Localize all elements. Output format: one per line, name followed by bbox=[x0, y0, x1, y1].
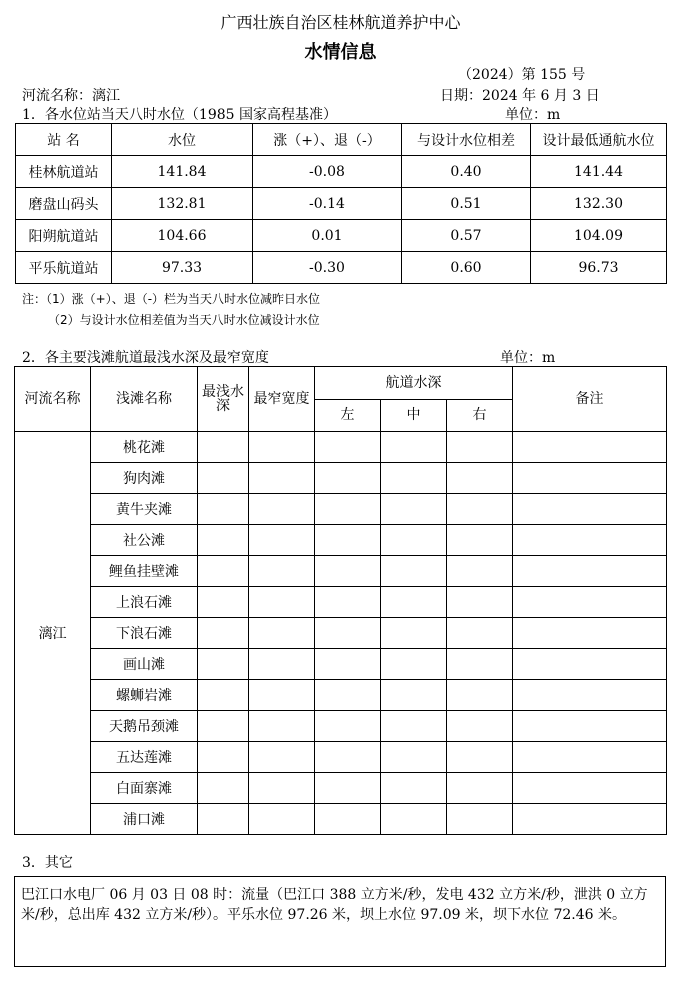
mid-depth-cell bbox=[381, 618, 447, 649]
right-depth-cell bbox=[447, 711, 513, 742]
table-row bbox=[15, 432, 667, 463]
organization-name: 广西壮族自治区桂林航道养护中心 bbox=[220, 13, 461, 32]
min-depth-cell bbox=[198, 494, 249, 525]
left-depth-cell bbox=[315, 463, 381, 494]
mid-depth-cell bbox=[381, 680, 447, 711]
shoal-name: 鲤鱼挂壁滩 bbox=[91, 556, 198, 587]
left-depth-cell bbox=[315, 711, 381, 742]
mid-depth-cell bbox=[381, 587, 447, 618]
right-depth-cell bbox=[447, 618, 513, 649]
water-level: 141.84 bbox=[112, 156, 253, 188]
min-navigable-level: 141.44 bbox=[531, 156, 667, 188]
mid-depth-cell bbox=[381, 525, 447, 556]
design-diff: 0.51 bbox=[402, 188, 531, 220]
min-width-cell bbox=[249, 525, 315, 556]
min-width-cell bbox=[249, 711, 315, 742]
shoal-name: 画山滩 bbox=[91, 649, 198, 680]
min-width-cell bbox=[249, 463, 315, 494]
min-navigable-level: 96.73 bbox=[531, 252, 667, 284]
water-level: 97.33 bbox=[112, 252, 253, 284]
column-header: 站 名 bbox=[16, 124, 112, 156]
table-row bbox=[16, 188, 667, 220]
table-row bbox=[15, 773, 667, 804]
left-depth-cell bbox=[315, 432, 381, 463]
mid-header: 中 bbox=[381, 399, 447, 432]
shoal-name: 螺蛳岩滩 bbox=[91, 680, 198, 711]
mid-depth-cell bbox=[381, 556, 447, 587]
min-width-cell bbox=[249, 587, 315, 618]
min-depth-cell bbox=[198, 742, 249, 773]
right-depth-cell bbox=[447, 587, 513, 618]
min-depth-cell bbox=[198, 525, 249, 556]
right-depth-cell bbox=[447, 649, 513, 680]
right-depth-cell bbox=[447, 525, 513, 556]
remark-cell bbox=[513, 680, 667, 711]
station-name: 磨盘山码头 bbox=[16, 188, 112, 220]
shoal-name: 黄牛夹滩 bbox=[91, 494, 198, 525]
min-depth-cell bbox=[198, 773, 249, 804]
min-depth-cell bbox=[198, 804, 249, 835]
design-diff: 0.57 bbox=[402, 220, 531, 252]
shoal-name: 五达莲滩 bbox=[91, 742, 198, 773]
right-depth-cell bbox=[447, 680, 513, 711]
left-depth-cell bbox=[315, 804, 381, 835]
shoal-name: 下浪石滩 bbox=[91, 618, 198, 649]
min-width-header: 最窄宽度 bbox=[249, 367, 315, 432]
mid-depth-cell bbox=[381, 711, 447, 742]
shoal-name: 狗肉滩 bbox=[91, 463, 198, 494]
left-depth-cell bbox=[315, 742, 381, 773]
min-depth-cell bbox=[198, 587, 249, 618]
remark-cell bbox=[513, 556, 667, 587]
remark-cell bbox=[513, 494, 667, 525]
water-level: 132.81 bbox=[112, 188, 253, 220]
channel-depth-header: 航道水深 bbox=[315, 367, 513, 400]
min-navigable-level: 132.30 bbox=[531, 188, 667, 220]
table-row bbox=[16, 220, 667, 252]
section1-unit: 单位：m bbox=[505, 107, 561, 123]
min-navigable-level: 104.09 bbox=[531, 220, 667, 252]
min-width-cell bbox=[249, 556, 315, 587]
left-depth-cell bbox=[315, 773, 381, 804]
section2-title: 2．各主要浅滩航道最浅水深及最窄宽度 bbox=[22, 350, 269, 366]
table-row bbox=[15, 463, 667, 494]
column-header: 设计最低通航水位 bbox=[531, 124, 667, 156]
level-change: -0.14 bbox=[253, 188, 402, 220]
shoal-name: 桃花滩 bbox=[91, 432, 198, 463]
other-info-text: 巴江口水电厂 06 月 03 日 08 时：流量（巴江口 388 立方米/秒，发电 432 立方米/秒，泄洪 0 立方米/秒，总出库 432 立方米/秒）。平乐水位 97.26 米，坝上水位 97.09 米，坝下水位 72.46 米。 bbox=[21, 887, 648, 923]
remark-cell bbox=[513, 432, 667, 463]
min-depth-cell bbox=[198, 556, 249, 587]
min-width-cell bbox=[249, 742, 315, 773]
column-header: 与设计水位相差 bbox=[402, 124, 531, 156]
design-diff: 0.60 bbox=[402, 252, 531, 284]
left-depth-cell bbox=[315, 618, 381, 649]
table-row bbox=[15, 525, 667, 556]
table-row bbox=[16, 252, 667, 284]
min-depth-cell bbox=[198, 618, 249, 649]
mid-depth-cell bbox=[381, 742, 447, 773]
table-row bbox=[16, 156, 667, 188]
river-name-label: 河流名称：漓江 bbox=[22, 88, 120, 104]
shoal-name: 白面寨滩 bbox=[91, 773, 198, 804]
min-depth-cell bbox=[198, 680, 249, 711]
right-depth-cell bbox=[447, 432, 513, 463]
section1-title: 1．各水位站当天八时水位（1985 国家高程基准） bbox=[22, 107, 337, 123]
table-row bbox=[15, 556, 667, 587]
shoal-name: 天鹅吊颈滩 bbox=[91, 711, 198, 742]
station-name: 桂林航道站 bbox=[16, 156, 112, 188]
shoal-header: 浅滩名称 bbox=[91, 367, 198, 432]
mid-depth-cell bbox=[381, 649, 447, 680]
left-depth-cell bbox=[315, 680, 381, 711]
right-depth-cell bbox=[447, 494, 513, 525]
mid-depth-cell bbox=[381, 773, 447, 804]
river-name-cell: 漓江 bbox=[15, 432, 91, 835]
remark-cell bbox=[513, 804, 667, 835]
min-width-cell bbox=[249, 680, 315, 711]
remark-cell bbox=[513, 711, 667, 742]
left-depth-cell bbox=[315, 525, 381, 556]
min-width-cell bbox=[249, 432, 315, 463]
right-depth-cell bbox=[447, 556, 513, 587]
water-level-table bbox=[15, 123, 667, 284]
level-change: -0.30 bbox=[253, 252, 402, 284]
min-width-cell bbox=[249, 618, 315, 649]
min-depth-cell bbox=[198, 463, 249, 494]
section3-title: 3．其它 bbox=[22, 855, 73, 871]
left-header: 左 bbox=[315, 399, 381, 432]
min-width-cell bbox=[249, 494, 315, 525]
table-row bbox=[15, 804, 667, 835]
min-width-cell bbox=[249, 804, 315, 835]
shoal-name: 社公滩 bbox=[91, 525, 198, 556]
right-depth-cell bbox=[447, 804, 513, 835]
other-info-box bbox=[14, 876, 666, 967]
right-header: 右 bbox=[447, 399, 513, 432]
level-change: 0.01 bbox=[253, 220, 402, 252]
left-depth-cell bbox=[315, 556, 381, 587]
remark-cell bbox=[513, 649, 667, 680]
right-depth-cell bbox=[447, 773, 513, 804]
river-header: 河流名称 bbox=[15, 367, 91, 432]
design-diff: 0.40 bbox=[402, 156, 531, 188]
column-header: 涨（+）、退（-） bbox=[253, 124, 402, 156]
document-title: 水情信息 bbox=[304, 42, 377, 63]
left-depth-cell bbox=[315, 587, 381, 618]
left-depth-cell bbox=[315, 494, 381, 525]
table-row bbox=[15, 618, 667, 649]
station-name: 平乐航道站 bbox=[16, 252, 112, 284]
remark-cell bbox=[513, 773, 667, 804]
table-row bbox=[15, 494, 667, 525]
table-row bbox=[15, 742, 667, 773]
document-number: （2024）第 155 号 bbox=[458, 67, 586, 83]
table-row bbox=[15, 649, 667, 680]
right-depth-cell bbox=[447, 463, 513, 494]
remark-cell bbox=[513, 742, 667, 773]
left-depth-cell bbox=[315, 649, 381, 680]
section2-unit: 单位：m bbox=[500, 350, 556, 366]
min-depth-header: 最浅水深 bbox=[198, 367, 249, 432]
table-row bbox=[15, 587, 667, 618]
remark-cell bbox=[513, 587, 667, 618]
mid-depth-cell bbox=[381, 432, 447, 463]
min-depth-cell bbox=[198, 432, 249, 463]
note-1: 注：（1）涨（+）、退（-）栏为当天八时水位减昨日水位 bbox=[22, 292, 321, 306]
right-depth-cell bbox=[447, 742, 513, 773]
station-name: 阳朔航道站 bbox=[16, 220, 112, 252]
note-2: （2）与设计水位相差值为当天八时水位减设计水位 bbox=[48, 313, 320, 327]
table-header-row bbox=[15, 367, 667, 400]
water-level: 104.66 bbox=[112, 220, 253, 252]
min-width-cell bbox=[249, 649, 315, 680]
column-header: 水位 bbox=[112, 124, 253, 156]
date-label: 日期：2024 年 6 月 3 日 bbox=[440, 88, 600, 104]
table-row bbox=[15, 680, 667, 711]
shoal-depth-table bbox=[14, 366, 667, 835]
remark-cell bbox=[513, 463, 667, 494]
remark-cell bbox=[513, 525, 667, 556]
shoal-name: 上浪石滩 bbox=[91, 587, 198, 618]
table-header-row bbox=[16, 124, 667, 156]
mid-depth-cell bbox=[381, 804, 447, 835]
remark-header: 备注 bbox=[513, 367, 667, 432]
shoal-name: 浦口滩 bbox=[91, 804, 198, 835]
mid-depth-cell bbox=[381, 494, 447, 525]
min-width-cell bbox=[249, 773, 315, 804]
level-change: -0.08 bbox=[253, 156, 402, 188]
table-row bbox=[15, 711, 667, 742]
remark-cell bbox=[513, 618, 667, 649]
min-depth-cell bbox=[198, 711, 249, 742]
min-depth-cell bbox=[198, 649, 249, 680]
mid-depth-cell bbox=[381, 463, 447, 494]
